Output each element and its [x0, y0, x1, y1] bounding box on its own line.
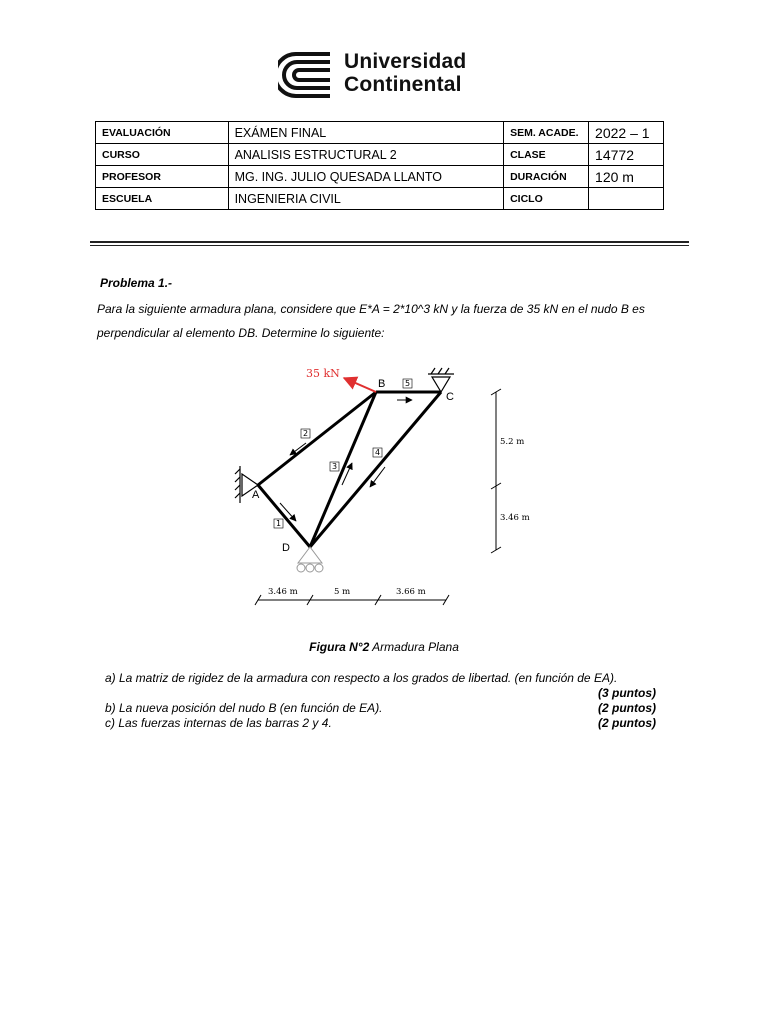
member-dc — [310, 392, 441, 547]
label-profesor: PROFESOR — [96, 166, 229, 188]
label-curso: CURSO — [96, 144, 229, 166]
question-b — [105, 701, 656, 716]
member-label-5: 5 — [405, 379, 411, 388]
value-ciclo — [589, 188, 664, 210]
problem-line-1: Para la siguiente armadura plana, considere que E*A = 2*10^3 kN y la fuerza de 35 kN en el nudo B es — [97, 302, 645, 316]
divider-thick — [90, 241, 689, 243]
value-duracion: 120 m — [589, 166, 664, 188]
truss-figure — [210, 355, 550, 625]
vertical-dimension — [491, 389, 501, 553]
dim-vertical-1: 5.2 m — [500, 437, 525, 447]
question-c-text: c) Las fuerzas internas de las barras 2 y 4. — [105, 716, 332, 730]
label-sem-acade: SEM. ACADE. — [504, 122, 589, 144]
value-curso: ANALISIS ESTRUCTURAL 2 — [228, 144, 504, 166]
node-a-label: A — [252, 489, 260, 501]
question-b-text: b) La nueva posición del nudo B (en función de EA). — [105, 701, 383, 715]
question-b-points: (2 puntos) — [598, 701, 656, 715]
member-db — [310, 392, 376, 547]
arrow-member-4 — [370, 467, 385, 487]
value-escuela: INGENIERIA CIVIL — [228, 188, 504, 210]
table-row — [96, 122, 664, 144]
force-arrow — [344, 378, 376, 392]
university-name — [344, 50, 466, 96]
node-d-label: D — [282, 542, 290, 554]
node-b-label: B — [378, 378, 386, 390]
member-ab — [258, 392, 376, 485]
value-sem-acade: 2022 – 1 — [589, 122, 664, 144]
value-profesor: MG. ING. JULIO QUESADA LLANTO — [228, 166, 504, 188]
question-c — [105, 716, 656, 731]
value-evaluacion: EXÁMEN FINAL — [228, 122, 504, 144]
divider-thin — [90, 245, 689, 246]
table-row — [96, 188, 664, 210]
member-ad — [258, 485, 310, 547]
value-clase: 14772 — [589, 144, 664, 166]
label-duracion: DURACIÓN — [504, 166, 589, 188]
member-label-3: 3 — [332, 462, 338, 471]
question-a: a) La matriz de rigidez de la armadura con respecto a los grados de libertad. (en función de EA). — [105, 671, 618, 685]
force-label: 35 kN — [306, 367, 340, 380]
dim-vertical-2: 3.46 m — [500, 513, 530, 523]
dim-horizontal-1: 3.46 m — [268, 587, 298, 597]
label-clase: CLASE — [504, 144, 589, 166]
label-evaluacion: EVALUACIÓN — [96, 122, 229, 144]
label-ciclo: CICLO — [504, 188, 589, 210]
table-row — [96, 166, 664, 188]
dim-horizontal-3: 3.66 m — [396, 587, 426, 597]
question-a-points: (3 puntos) — [598, 686, 656, 700]
question-c-points: (2 puntos) — [598, 716, 656, 730]
roller-support-d — [297, 547, 323, 572]
problem-line-2: perpendicular al elemento DB. Determine lo siguiente: — [97, 326, 385, 340]
figure-caption — [0, 640, 768, 654]
caption-rest: Armadura Plana — [369, 640, 459, 654]
member-label-4: 4 — [375, 448, 381, 457]
dim-horizontal-2: 5 m — [334, 587, 351, 597]
label-escuela: ESCUELA — [96, 188, 229, 210]
pin-support-c — [428, 368, 454, 392]
logo-line-2: Continental — [344, 73, 462, 96]
node-c-label: C — [446, 391, 454, 403]
logo-line-1: Universidad — [344, 50, 467, 73]
member-label-1: 1 — [276, 519, 282, 528]
exam-header-table — [95, 121, 664, 210]
caption-bold: Figura N°2 — [309, 640, 370, 654]
member-label-2: 2 — [303, 429, 309, 438]
problem-statement — [97, 297, 687, 345]
problem-title: Problema 1.- — [100, 276, 173, 290]
table-row — [96, 144, 664, 166]
